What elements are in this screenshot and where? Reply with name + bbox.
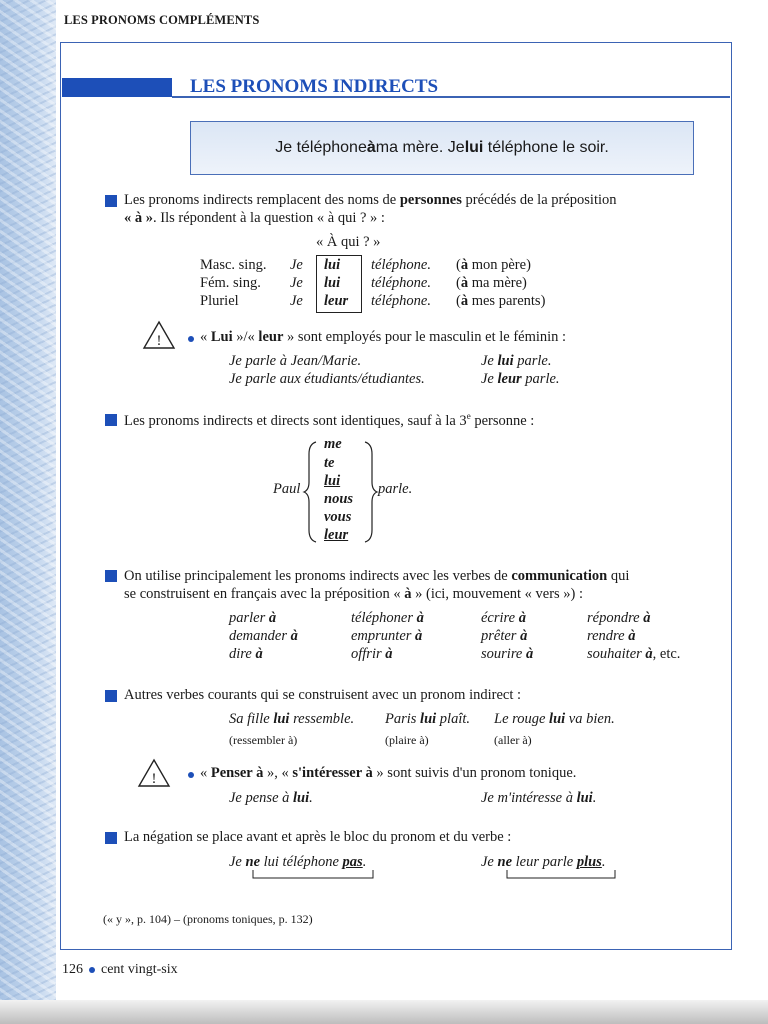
- pronoun-lui: lui: [324, 473, 341, 489]
- verb-preposition: à: [415, 628, 423, 644]
- rule4-example: [385, 711, 470, 728]
- bullet-square: [105, 195, 117, 207]
- verb-preposition: à: [645, 646, 653, 662]
- svg-text:!: !: [156, 333, 162, 349]
- rule2-subject: Paul: [273, 481, 301, 497]
- verb-name: emprunter: [351, 628, 416, 644]
- ex-pronoun: lui: [497, 353, 514, 369]
- example-pronoun: lui: [464, 139, 484, 156]
- note-dot: [188, 336, 194, 342]
- page-edge-scan: [0, 0, 56, 1024]
- verb-name: sourire: [481, 646, 526, 662]
- rule3-text-end: » (ici, mouvement « vers ») :: [411, 586, 584, 602]
- verb-item: [351, 610, 424, 627]
- pronoun-vous: vous: [324, 509, 352, 525]
- note-dot: [188, 772, 194, 778]
- ex-text: .: [309, 790, 313, 806]
- verb-preposition: à: [385, 646, 393, 662]
- svg-text:!: !: [151, 771, 157, 787]
- ex-text: Le rouge: [494, 711, 550, 727]
- note1-quote: «: [200, 329, 211, 345]
- verb-item: [587, 628, 635, 645]
- page-footer: [62, 962, 178, 978]
- ex-text: Paris: [385, 711, 421, 727]
- verb-name: parler: [229, 610, 269, 626]
- ex-text: .: [592, 790, 597, 806]
- ex-text: plaît.: [436, 711, 471, 727]
- rule4-construction-note: (plaire à): [385, 733, 429, 747]
- rule1-question-text: . Ils répondent à la question « à qui ? » :: [153, 210, 385, 226]
- rule4-construction-note: (ressembler à): [229, 733, 298, 747]
- page-bottom-edge: [0, 1000, 768, 1024]
- ex-text: Je m'intéresse à: [481, 790, 577, 806]
- verb-item: [587, 610, 651, 627]
- note1-example-right-2: [481, 371, 560, 388]
- row-complement: [456, 293, 545, 310]
- table-bottom-border: [316, 312, 362, 313]
- rule1-preposition: « à »: [124, 210, 153, 226]
- rule4-text: Autres verbes courants qui se construisent avec un pronom indirect :: [124, 687, 522, 703]
- row-noun: mes parents): [468, 293, 546, 309]
- rule1-text: Les pronoms indirects remplacent des noms de: [124, 192, 400, 208]
- ex-text: va bien.: [565, 711, 615, 727]
- table-right-border: [361, 255, 362, 312]
- example-preposition: à: [366, 139, 376, 156]
- verb-item: [481, 628, 527, 645]
- note2-example-left: [229, 790, 313, 807]
- note1-example-right-1: [481, 353, 551, 370]
- rule2-verb: parle.: [378, 481, 413, 497]
- table-top-border: [316, 255, 362, 256]
- table-left-border: [316, 255, 317, 312]
- example-text-1: Je téléphone: [275, 139, 367, 156]
- verb-name: souhaiter: [587, 646, 646, 662]
- running-head: LES PRONOMS COMPLÉMENTS: [64, 13, 260, 27]
- ex-text: ressemble.: [289, 711, 355, 727]
- rule4-construction-note: (aller à): [494, 733, 532, 747]
- ex-text: lui téléphone: [260, 854, 343, 870]
- row-subject: Je: [290, 293, 303, 309]
- row-subject: Je: [290, 257, 303, 273]
- row-complement: [456, 275, 527, 292]
- ex-text: parle.: [513, 353, 552, 369]
- negation-bracket: [252, 870, 376, 880]
- warning-icon: [137, 758, 171, 788]
- verb-name: offrir: [351, 646, 386, 662]
- row-complement: [456, 257, 531, 274]
- ex-pronoun: lui: [293, 790, 310, 806]
- row-subject: Je: [290, 275, 303, 291]
- ex-text: .: [362, 854, 367, 870]
- verb-preposition: à: [643, 610, 651, 626]
- verb-preposition: à: [268, 610, 277, 626]
- paren: (: [456, 293, 461, 309]
- bullet-square: [105, 414, 117, 426]
- verb-preposition: à: [416, 610, 424, 626]
- rule3-line1: [124, 568, 629, 585]
- note2-quote: «: [200, 765, 211, 781]
- rule1-line2: [124, 210, 385, 227]
- row-noun: mon père): [468, 257, 531, 273]
- verb-item: [229, 610, 276, 627]
- note2-rest: » sont suivis d'un pronom tonique.: [372, 765, 577, 781]
- rule5-example-2: [481, 854, 605, 871]
- rule5-example-1: [229, 854, 366, 871]
- verb-preposition: à: [628, 628, 636, 644]
- row-label: Masc. sing.: [200, 257, 267, 273]
- verb-name: écrire: [481, 610, 519, 626]
- row-preposition: à: [460, 293, 469, 309]
- right-brace-icon: [361, 440, 379, 544]
- cross-reference: (« y », p. 104) – (pronoms toniques, p. 132): [103, 912, 313, 926]
- bullet-square: [105, 570, 117, 582]
- row-preposition: à: [460, 275, 469, 291]
- rule3-text: se construisent en français avec la préposition «: [124, 586, 405, 602]
- verb-preposition: à: [518, 610, 526, 626]
- note2-text: [200, 765, 576, 782]
- verb-name: prêter: [481, 628, 521, 644]
- row-label: Pluriel: [200, 293, 239, 309]
- ex-text: Je: [229, 854, 246, 870]
- verb-name: demander: [229, 628, 291, 644]
- verb-name: répondre: [587, 610, 644, 626]
- row-noun: ma mère): [468, 275, 527, 291]
- verb-item: [587, 646, 680, 663]
- negation-bracket: [506, 870, 618, 880]
- verb-item: [481, 646, 533, 663]
- bullet-square: [105, 690, 117, 702]
- note1-leur: leur: [258, 329, 284, 345]
- row-verb: téléphone.: [371, 293, 431, 309]
- negation-ne: ne: [245, 854, 260, 870]
- ex-text: Je: [481, 371, 498, 387]
- verb-name: rendre: [587, 628, 629, 644]
- page-number: 126: [62, 962, 83, 977]
- question-label: « À qui ? »: [316, 234, 381, 250]
- pronoun-me: me: [324, 436, 342, 452]
- row-label: Fém. sing.: [200, 275, 261, 291]
- example-text-3: téléphone le soir.: [483, 139, 609, 156]
- note2-example-right: [481, 790, 596, 807]
- note1-lui: Lui: [210, 329, 233, 345]
- rule3-line2: [124, 586, 583, 603]
- example-sentence-box: [190, 121, 694, 175]
- row-pronoun: lui: [324, 257, 341, 273]
- note1-example-left-1: Je parle à Jean/Marie.: [229, 353, 362, 369]
- verb-preposition: à: [290, 628, 298, 644]
- rule1-line1: [124, 192, 617, 209]
- ex-pronoun: leur: [497, 371, 522, 387]
- row-pronoun: lui: [324, 275, 341, 291]
- negation-ne: ne: [497, 854, 512, 870]
- rule3-keyword: communication: [511, 568, 608, 584]
- page-number-words: cent vingt-six: [101, 962, 178, 977]
- note1-rest: » sont employés pour le masculin et le féminin :: [283, 329, 567, 345]
- ex-pronoun: lui: [273, 711, 290, 727]
- pronoun-te: te: [324, 455, 335, 471]
- rule2-end: personne :: [470, 412, 535, 429]
- warning-icon: [142, 320, 176, 350]
- bullet-square: [105, 832, 117, 844]
- ex-text: .: [601, 854, 606, 870]
- ex-pronoun: lui: [576, 790, 593, 806]
- example-text-2: ma mère. Je: [375, 139, 465, 156]
- paren: (: [456, 257, 461, 273]
- pronoun-leur: leur: [324, 527, 349, 543]
- negation-pas: pas: [342, 854, 363, 870]
- rule1-text-end: précédés de la préposition: [461, 192, 617, 208]
- rule5-text: La négation se place avant et après le bloc du pronom et du verbe :: [124, 829, 512, 845]
- verb-item: [481, 610, 526, 627]
- ex-text: parle.: [521, 371, 560, 387]
- title-accent-bar: [62, 78, 172, 97]
- note1-sep: »/«: [232, 329, 259, 345]
- row-pronoun: leur: [324, 293, 349, 309]
- rule2-text: [124, 411, 534, 430]
- rule2-main: Les pronoms indirects et directs sont identiques, sauf à la 3: [124, 412, 467, 429]
- note2-verb2: s'intéresser à: [292, 765, 373, 781]
- ex-text: leur parle: [512, 854, 577, 870]
- rule3-preposition: à: [404, 586, 412, 602]
- verb-name: dire: [229, 646, 256, 662]
- row-verb: téléphone.: [371, 257, 431, 273]
- verb-item: [351, 646, 393, 663]
- row-verb: téléphone.: [371, 275, 431, 291]
- rule3-text-end: qui: [607, 568, 630, 584]
- rule1-keyword: personnes: [399, 192, 462, 208]
- rule4-example: [494, 711, 615, 728]
- pronoun-nous: nous: [324, 491, 354, 507]
- note2-sep: », «: [263, 765, 293, 781]
- note1-example-left-2: Je parle aux étudiants/étudiantes.: [229, 371, 425, 387]
- verb-preposition: à: [255, 646, 263, 662]
- verb-name: téléphoner: [351, 610, 417, 626]
- rule4-example: [229, 711, 354, 728]
- footer-dot: [89, 967, 95, 973]
- verb-item: [229, 646, 263, 663]
- left-brace-icon: [302, 440, 320, 544]
- row-preposition: à: [460, 257, 469, 273]
- ex-text: Je pense à: [229, 790, 294, 806]
- negation-plus: plus: [576, 854, 602, 870]
- verb-preposition: à: [525, 646, 534, 662]
- verb-preposition: à: [520, 628, 528, 644]
- verb-item: [229, 628, 298, 645]
- ex-text: Je: [481, 353, 498, 369]
- ex-pronoun: lui: [420, 711, 437, 727]
- ex-text: Je: [481, 854, 498, 870]
- etc-text: , etc.: [652, 646, 681, 662]
- rule2-superscript: e: [466, 411, 471, 421]
- verb-item: [351, 628, 422, 645]
- rule3-text: On utilise principalement les pronoms indirects avec les verbes de: [124, 568, 512, 584]
- paren: (: [456, 275, 461, 291]
- ex-text: Sa fille: [229, 711, 274, 727]
- section-title: LES PRONOMS INDIRECTS: [190, 76, 439, 97]
- ex-pronoun: lui: [549, 711, 566, 727]
- note2-verb1: Penser à: [210, 765, 264, 781]
- note1-text: [200, 329, 566, 346]
